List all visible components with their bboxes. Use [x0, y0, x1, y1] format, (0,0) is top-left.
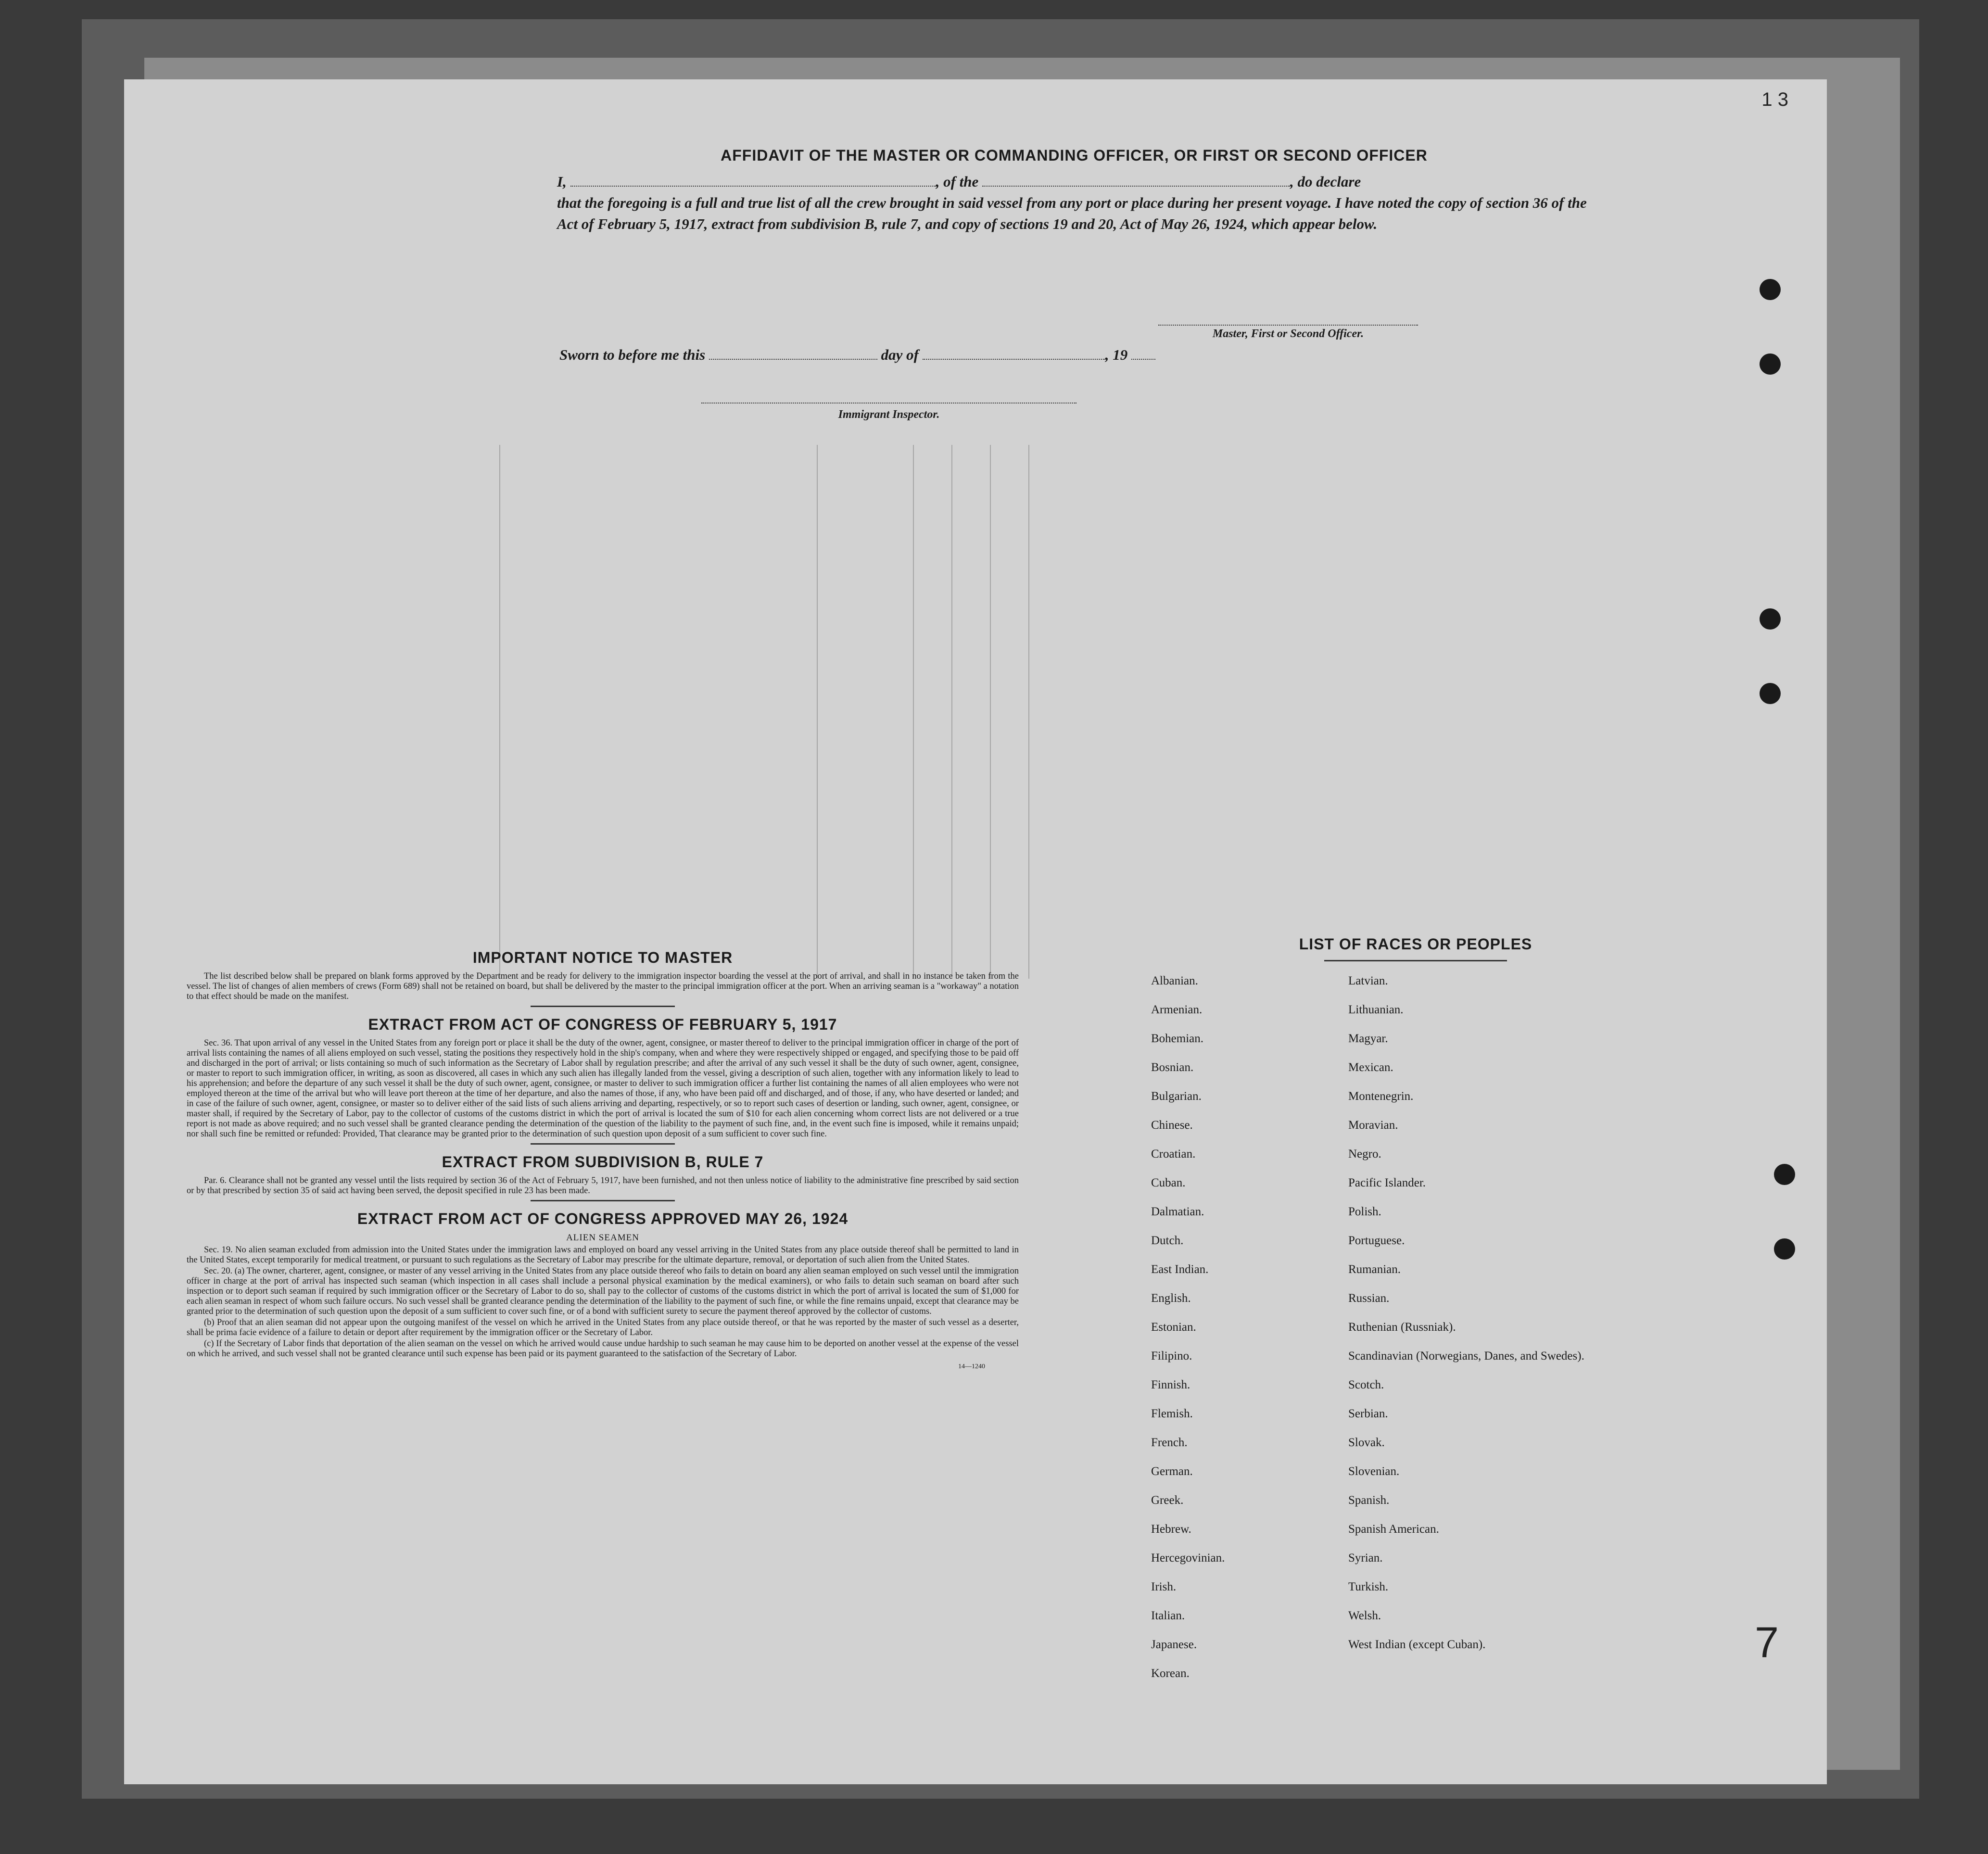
- affidavit-body: that the foregoing is a full and true list of all the crew brought in said vessel from any port or place during her present voyage. I have noted the copy of section 36 of the Act of February 5, 1917, extract from subdivision B, rule 7, and copy of sections 19 and 20, Act of May 26, 1924, which appear below.: [557, 194, 1587, 232]
- sworn-year-blank[interactable]: [1131, 347, 1155, 360]
- race-item: Scandinavian (Norwegians, Danes, and Swedes).: [1348, 1350, 1584, 1362]
- race-item: Bohemian.: [1151, 1032, 1204, 1045]
- race-item: Slovak.: [1348, 1436, 1385, 1449]
- races-right-column: [1348, 975, 1618, 1696]
- race-item: Greek.: [1151, 1494, 1184, 1507]
- extract-1924-paragraph: (b) Proof that an alien seaman did not appear upon the outgoing manifest of the vessel on which he arrived in the United States from any place outside thereof, or that he was reported by the master of such vessel as a deserter, shall be prima facie evidence of a failure to detain or deport after requirement by the immigration officer or the Secretary of Labor.: [187, 1318, 1019, 1337]
- affidavit-declare: , do declare: [1290, 173, 1361, 190]
- races-columns: [1151, 975, 1680, 1696]
- notice-master-text: The list described below shall be prepared on blank forms approved by the Department and be ready for delivery to the immigration inspector boarding the vessel at the port of arrival, and shall in no instance be taken from the vessel. The list of changes of alien members of crews (Form 689) shall not be retained on board, but shall be delivered by the master to the principal immigration officer at the port. When an arriving seaman is a "workaway" a notation to that effect should be made on the manifest.: [187, 971, 1019, 1001]
- name-blank[interactable]: [570, 172, 936, 187]
- race-item: Hebrew.: [1151, 1523, 1191, 1536]
- race-item: Turkish.: [1348, 1580, 1389, 1593]
- notices-column: [187, 940, 1019, 1371]
- race-item: Latvian.: [1348, 974, 1388, 987]
- race-item: Montenegrin.: [1348, 1090, 1414, 1103]
- race-item: Welsh.: [1348, 1609, 1381, 1622]
- extract-1924-paragraph: Sec. 19. No alien seaman excluded from admission into the United States under the immigration laws and employed on board any vessel arriving in the United States from any place outside thereof shall be permitted to land in the United States, except temporarily for medical treatment, or pursuant to such regulations as the Secretary of Labor may prescribe for the ultimate departure, removal, or deportation of such alien from the United States.: [187, 1245, 1019, 1265]
- sworn-prefix: Sworn to before me this: [559, 346, 706, 363]
- race-item: Syrian.: [1348, 1551, 1383, 1564]
- race-item: Estonian.: [1151, 1321, 1196, 1334]
- divider: [1324, 960, 1507, 961]
- divider: [531, 1143, 675, 1145]
- extract-1917-title: EXTRACT FROM ACT OF CONGRESS OF FEBRUARY 5, 1917: [368, 1016, 837, 1033]
- race-item: Japanese.: [1151, 1638, 1197, 1651]
- extract-1924-paragraph: (c) If the Secretary of Labor finds that deportation of the alien seaman on the vessel on which he arrived would cause undue hardship to such seaman he may cause him to be deported on another vessel at the expense of the vessel on which he arrived, and such vessel shall not be granted clearance until such expense has been paid or its payment guaranteed to the satisfaction of the Secretary of Labor.: [187, 1339, 1019, 1359]
- race-item: Croatian.: [1151, 1148, 1196, 1160]
- race-item: Negro.: [1348, 1148, 1381, 1160]
- punch-dot: [1760, 683, 1781, 704]
- race-item: Serbian.: [1348, 1407, 1388, 1420]
- race-item: Hercegovinian.: [1151, 1551, 1225, 1564]
- alien-seamen-subhead: ALIEN SEAMEN: [566, 1233, 639, 1243]
- affidavit-declaration-line: [557, 171, 1591, 192]
- vessel-blank[interactable]: [982, 172, 1290, 187]
- notice-master-title: IMPORTANT NOTICE TO MASTER: [472, 949, 733, 966]
- race-item: French.: [1151, 1436, 1188, 1449]
- ghost-rule: [990, 445, 991, 979]
- extract-1917-text: Sec. 36. That upon arrival of any vessel in the United States from any foreign port or place it shall be the duty of the owner, agent, consignee, or master thereof to deliver to the principal immigration officer in charge of the port of arrival lists containing the names of all aliens employed on such vessel, stating the positions they respectively hold in the ship's company, when and where they were respectively shipped or engaged, and specifying those to be paid off and discharged in the port of arrival; or lists containing so much of such information as the Secretary of Labor shall by regulation prescribe; and after the arrival of any such vessel it shall be the duty of such owner, agent, consignee, or master to report to such immigration officer, in writing, as soon as discovered, all cases in which any such alien has illegally landed from the vessel, giving a description of such alien, together with any information likely to lead to his apprehension; and before the departure of any such vessel it shall be the duty of such owner, agent, consignee, or master to deliver to such immigration officer a further list containing the names of all alien employees who were not employed thereon at the time of the arrival but who will leave port thereon at the time of her departure, and also the names of those, if any, who have been paid off and discharged, and of those, if any, who have deserted or landed; and in case of the failure of such owner, agent, consignee, or master so to deliver either of the said lists of such aliens arriving and departing, respectively, or so to report such cases of desertion or landing, such owner, agent, consignee, or master shall, if required by the Secretary of Labor, pay to the collector of customs of the customs district in which the port of arrival is located the sum of $10 for each alien concerning whom correct lists are not delivered or a true report is not made as above required; and no such vessel shall be granted clearance pending the determination of the question of the liability to the payment of such fine, and, in the event such fine is imposed, while it remains unpaid; nor shall such fine be remitted or refunded: Provided, That clearance may be granted prior to the determination of such question upon deposit of a sum sufficient to cover such fine.: [187, 1038, 1019, 1139]
- sworn-date-blank[interactable]: [709, 347, 877, 360]
- extract-1924-paragraph: Sec. 20. (a) The owner, charterer, agent, consignee, or master of any vessel arriving in the United States from any place outside thereof who fails to detain on board any alien seaman employed on such vessel until the immigration officer in charge at the port of arrival has inspected such seaman (which inspection in all cases shall include a personal physical examination by the medical examiners), or who fails to detain such seaman on board after such inspection or to deport such seaman if required by such immigration officer or the Secretary of Labor to do so, shall pay to the collector of customs of the customs district in which the port of arrival is located the sum of $1,000 for each alien seaman in respect of whom such failure occurs. No such vessel shall be granted clearance pending the determination of the liability to the payment of such fine, or while the fine remains unpaid, except that clearance may be granted prior to the determination of such question upon the deposit of a sum sufficient to cover such fine, or of a bond with sufficient surety to secure the payment thereof approved by the collector of customs.: [187, 1266, 1019, 1316]
- race-item: Russian.: [1348, 1292, 1390, 1305]
- race-item: Bosnian.: [1151, 1061, 1194, 1074]
- inspector-caption[interactable]: Immigrant Inspector.: [701, 403, 1076, 421]
- race-item: Italian.: [1151, 1609, 1185, 1622]
- divider: [531, 1200, 675, 1201]
- races-title: LIST OF RACES OR PEOPLES: [1299, 935, 1532, 953]
- race-item: Finnish.: [1151, 1378, 1190, 1391]
- punch-dot: [1774, 1238, 1795, 1260]
- ghost-rule: [499, 445, 500, 979]
- race-item: Filipino.: [1151, 1350, 1192, 1362]
- affidavit-i: I,: [557, 173, 567, 190]
- race-item: Moravian.: [1348, 1119, 1398, 1132]
- punch-dot: [1760, 279, 1781, 300]
- handwritten-mark: 7: [1755, 1619, 1779, 1667]
- race-item: Albanian.: [1151, 974, 1198, 987]
- race-item: English.: [1151, 1292, 1191, 1305]
- race-item: Ruthenian (Russniak).: [1348, 1321, 1456, 1334]
- handwritten-page-number: 1 3: [1761, 89, 1788, 110]
- master-signature-caption[interactable]: Master, First or Second Officer.: [1158, 325, 1418, 341]
- race-item: Bulgarian.: [1151, 1090, 1202, 1103]
- race-item: Irish.: [1151, 1580, 1177, 1593]
- sworn-day-of: day of: [881, 346, 919, 363]
- race-item: Spanish.: [1348, 1494, 1390, 1507]
- race-item: Lithuanian.: [1348, 1003, 1404, 1016]
- ghost-rule: [951, 445, 952, 979]
- race-item: Portuguese.: [1348, 1234, 1405, 1247]
- sworn-line: [559, 346, 1155, 364]
- race-item: Chinese.: [1151, 1119, 1193, 1132]
- ghost-rule: [1028, 445, 1029, 979]
- race-item: West Indian (except Cuban).: [1348, 1638, 1486, 1651]
- race-item: Mexican.: [1348, 1061, 1393, 1074]
- ghost-rule: [913, 445, 914, 979]
- race-item: Slovenian.: [1348, 1465, 1400, 1478]
- race-item: East Indian.: [1151, 1263, 1209, 1276]
- races-left-column: [1151, 975, 1348, 1696]
- affidavit-of-the: , of the: [936, 173, 979, 190]
- race-item: Cuban.: [1151, 1176, 1186, 1189]
- affidavit-title: AFFIDAVIT OF THE MASTER OR COMMANDING OFFICER, OR FIRST OR SECOND OFFICER: [721, 147, 1428, 164]
- extract-rule7-title: EXTRACT FROM SUBDIVISION B, RULE 7: [442, 1153, 764, 1171]
- race-item: Flemish.: [1151, 1407, 1193, 1420]
- race-item: Dutch.: [1151, 1234, 1184, 1247]
- sworn-year: , 19: [1105, 346, 1128, 363]
- race-item: Rumanian.: [1348, 1263, 1401, 1276]
- race-item: Pacific Islander.: [1348, 1176, 1426, 1189]
- race-item: Armenian.: [1151, 1003, 1203, 1016]
- punch-dot: [1774, 1164, 1795, 1185]
- affidavit-section: [557, 147, 1591, 235]
- race-item: Spanish American.: [1348, 1523, 1439, 1536]
- punch-dot: [1760, 608, 1781, 630]
- extract-rule7-text: Par. 6. Clearance shall not be granted any vessel until the lists required by section 36 of the Act of February 5, 1917, have been furnished, and not then unless notice of liability to the administrative fine prescribed by said section or by that prescribed by section 35 of said act having been served, the deposit specified in rule 23 has been made.: [187, 1176, 1019, 1196]
- race-item: Polish.: [1348, 1205, 1381, 1218]
- divider: [531, 1006, 675, 1007]
- manifest-page: [124, 79, 1827, 1784]
- extract-1924-title: EXTRACT FROM ACT OF CONGRESS APPROVED MAY 26, 1924: [357, 1210, 848, 1227]
- races-section: [1151, 935, 1680, 1696]
- ghost-rule: [817, 445, 818, 979]
- race-item: Korean.: [1151, 1667, 1190, 1680]
- race-item: Magyar.: [1348, 1032, 1388, 1045]
- sworn-month-blank[interactable]: [923, 347, 1105, 360]
- punch-dot: [1760, 353, 1781, 375]
- form-code: 14—1240: [958, 1363, 985, 1370]
- race-item: Scotch.: [1348, 1378, 1384, 1391]
- race-item: Dalmatian.: [1151, 1205, 1204, 1218]
- race-item: German.: [1151, 1465, 1193, 1478]
